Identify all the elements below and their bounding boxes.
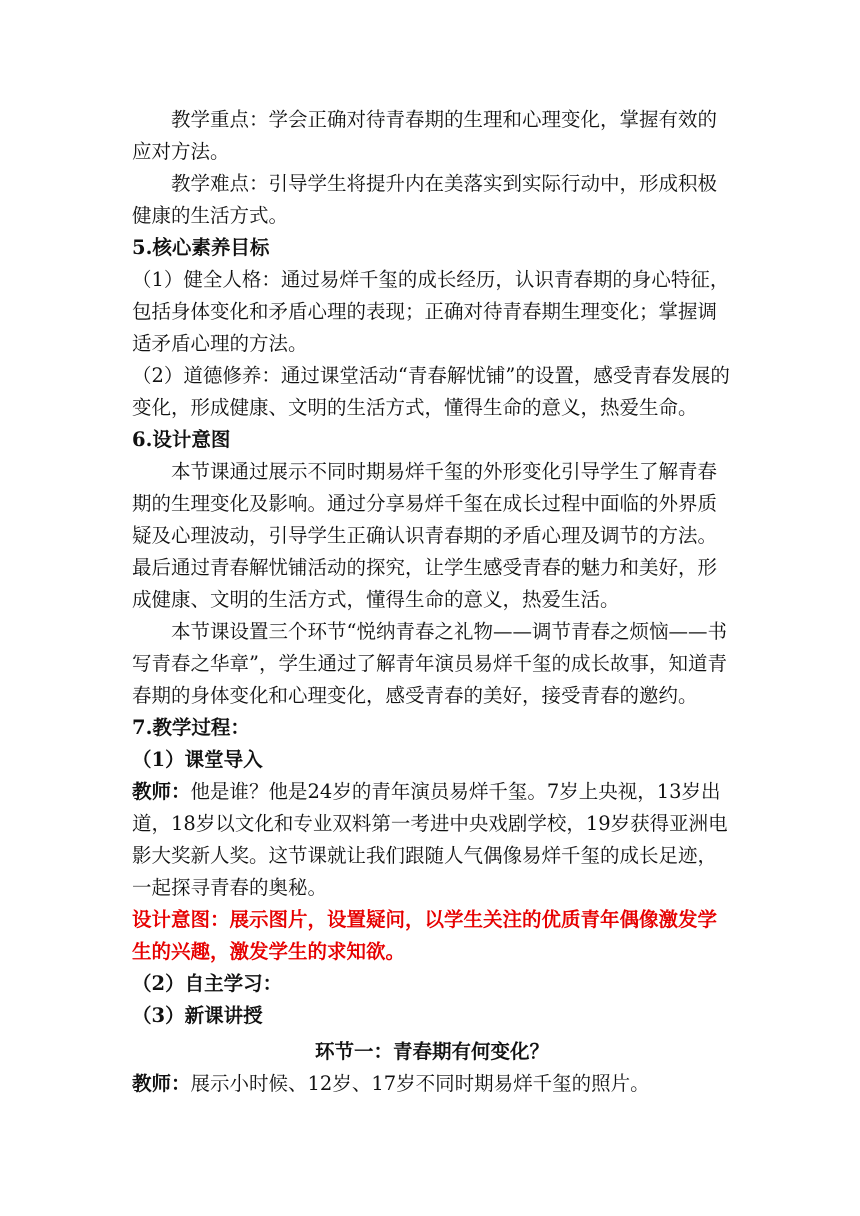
section-5-heading: 5.核心素养目标 (132, 236, 270, 259)
segment-one-title: 环节一：青春期有何变化？ (314, 1040, 549, 1063)
section-6-paragraph-2: 本节课设置三个环节“悦纳青春之礼物——调节青春之烦恼——书写青春之华章”，学生通过了解青年演员易烊千玺的成长故事，知道青春期的身体变化和心理变化，感受青春的美好，接受青春的邀约。 (132, 620, 727, 707)
teacher-intro-text: 他是谁？他是24岁的青年演员易烊千玺。7岁上央视，13岁出道，18岁以文化和专业双料第一考进中央戏剧学校，19岁获得亚洲电影大奖新人奖。这节课就让我们跟随人气偶像易烊千玺的成长足迹，一起探寻青春的奥秘。 (132, 780, 728, 899)
teacher-photos-text: 展示小时候、12岁、17岁不同时期易烊千玺的照片。 (190, 1072, 650, 1095)
teacher-photos-paragraph (132, 1068, 732, 1100)
subsection-self-study: （2）自主学习： (132, 972, 283, 995)
section-6-paragraph-1: 本节课通过展示不同时期易烊千玺的外形变化引导学生了解青春期的生理变化及影响。通过分享易烊千玺在成长过程中面临的外界质疑及心理波动，引导学生正确认识青春期的矛盾心理及调节的方法。最后通过青春解忧铺活动的探究，让学生感受青春的魅力和美好，形成健康、文明的生活方式，懂得生命的意义，热爱生活。 (132, 460, 718, 611)
section-5-item-1: （1）健全人格：通过易烊千玺的成长经历，认识青春期的身心特征，包括身体变化和矛盾心理的表现；正确对待青春期生理变化；掌握调适矛盾心理的方法。 (132, 268, 730, 355)
section-5-item-2: （2）道德修养：通过课堂活动“青春解忧铺”的设置，感受青春发展的变化，形成健康、文明的生活方式，懂得生命的意义，热爱生命。 (132, 364, 730, 419)
teacher-label-2: 教师： (132, 1072, 191, 1095)
subsection-new-lesson: （3）新课讲授 (132, 1004, 263, 1027)
subsection-classroom-intro: （1）课堂导入 (132, 748, 263, 771)
teacher-intro-paragraph (132, 776, 732, 904)
section-7-heading: 7.教学过程： (132, 716, 250, 739)
difficulties-paragraph: 教学难点：引导学生将提升内在美落实到实际行动中，形成积极健康的生活方式。 (132, 172, 718, 227)
key-points-paragraph: 教学重点：学会正确对待青春期的生理和心理变化，掌握有效的应对方法。 (132, 108, 718, 163)
design-intent-note: 设计意图：展示图片，设置疑问，以学生关注的优质青年偶像激发学生的兴趣，激发学生的求知欲。 (132, 908, 718, 963)
section-6-heading: 6.设计意图 (132, 428, 231, 451)
teacher-label: 教师： (132, 780, 191, 803)
